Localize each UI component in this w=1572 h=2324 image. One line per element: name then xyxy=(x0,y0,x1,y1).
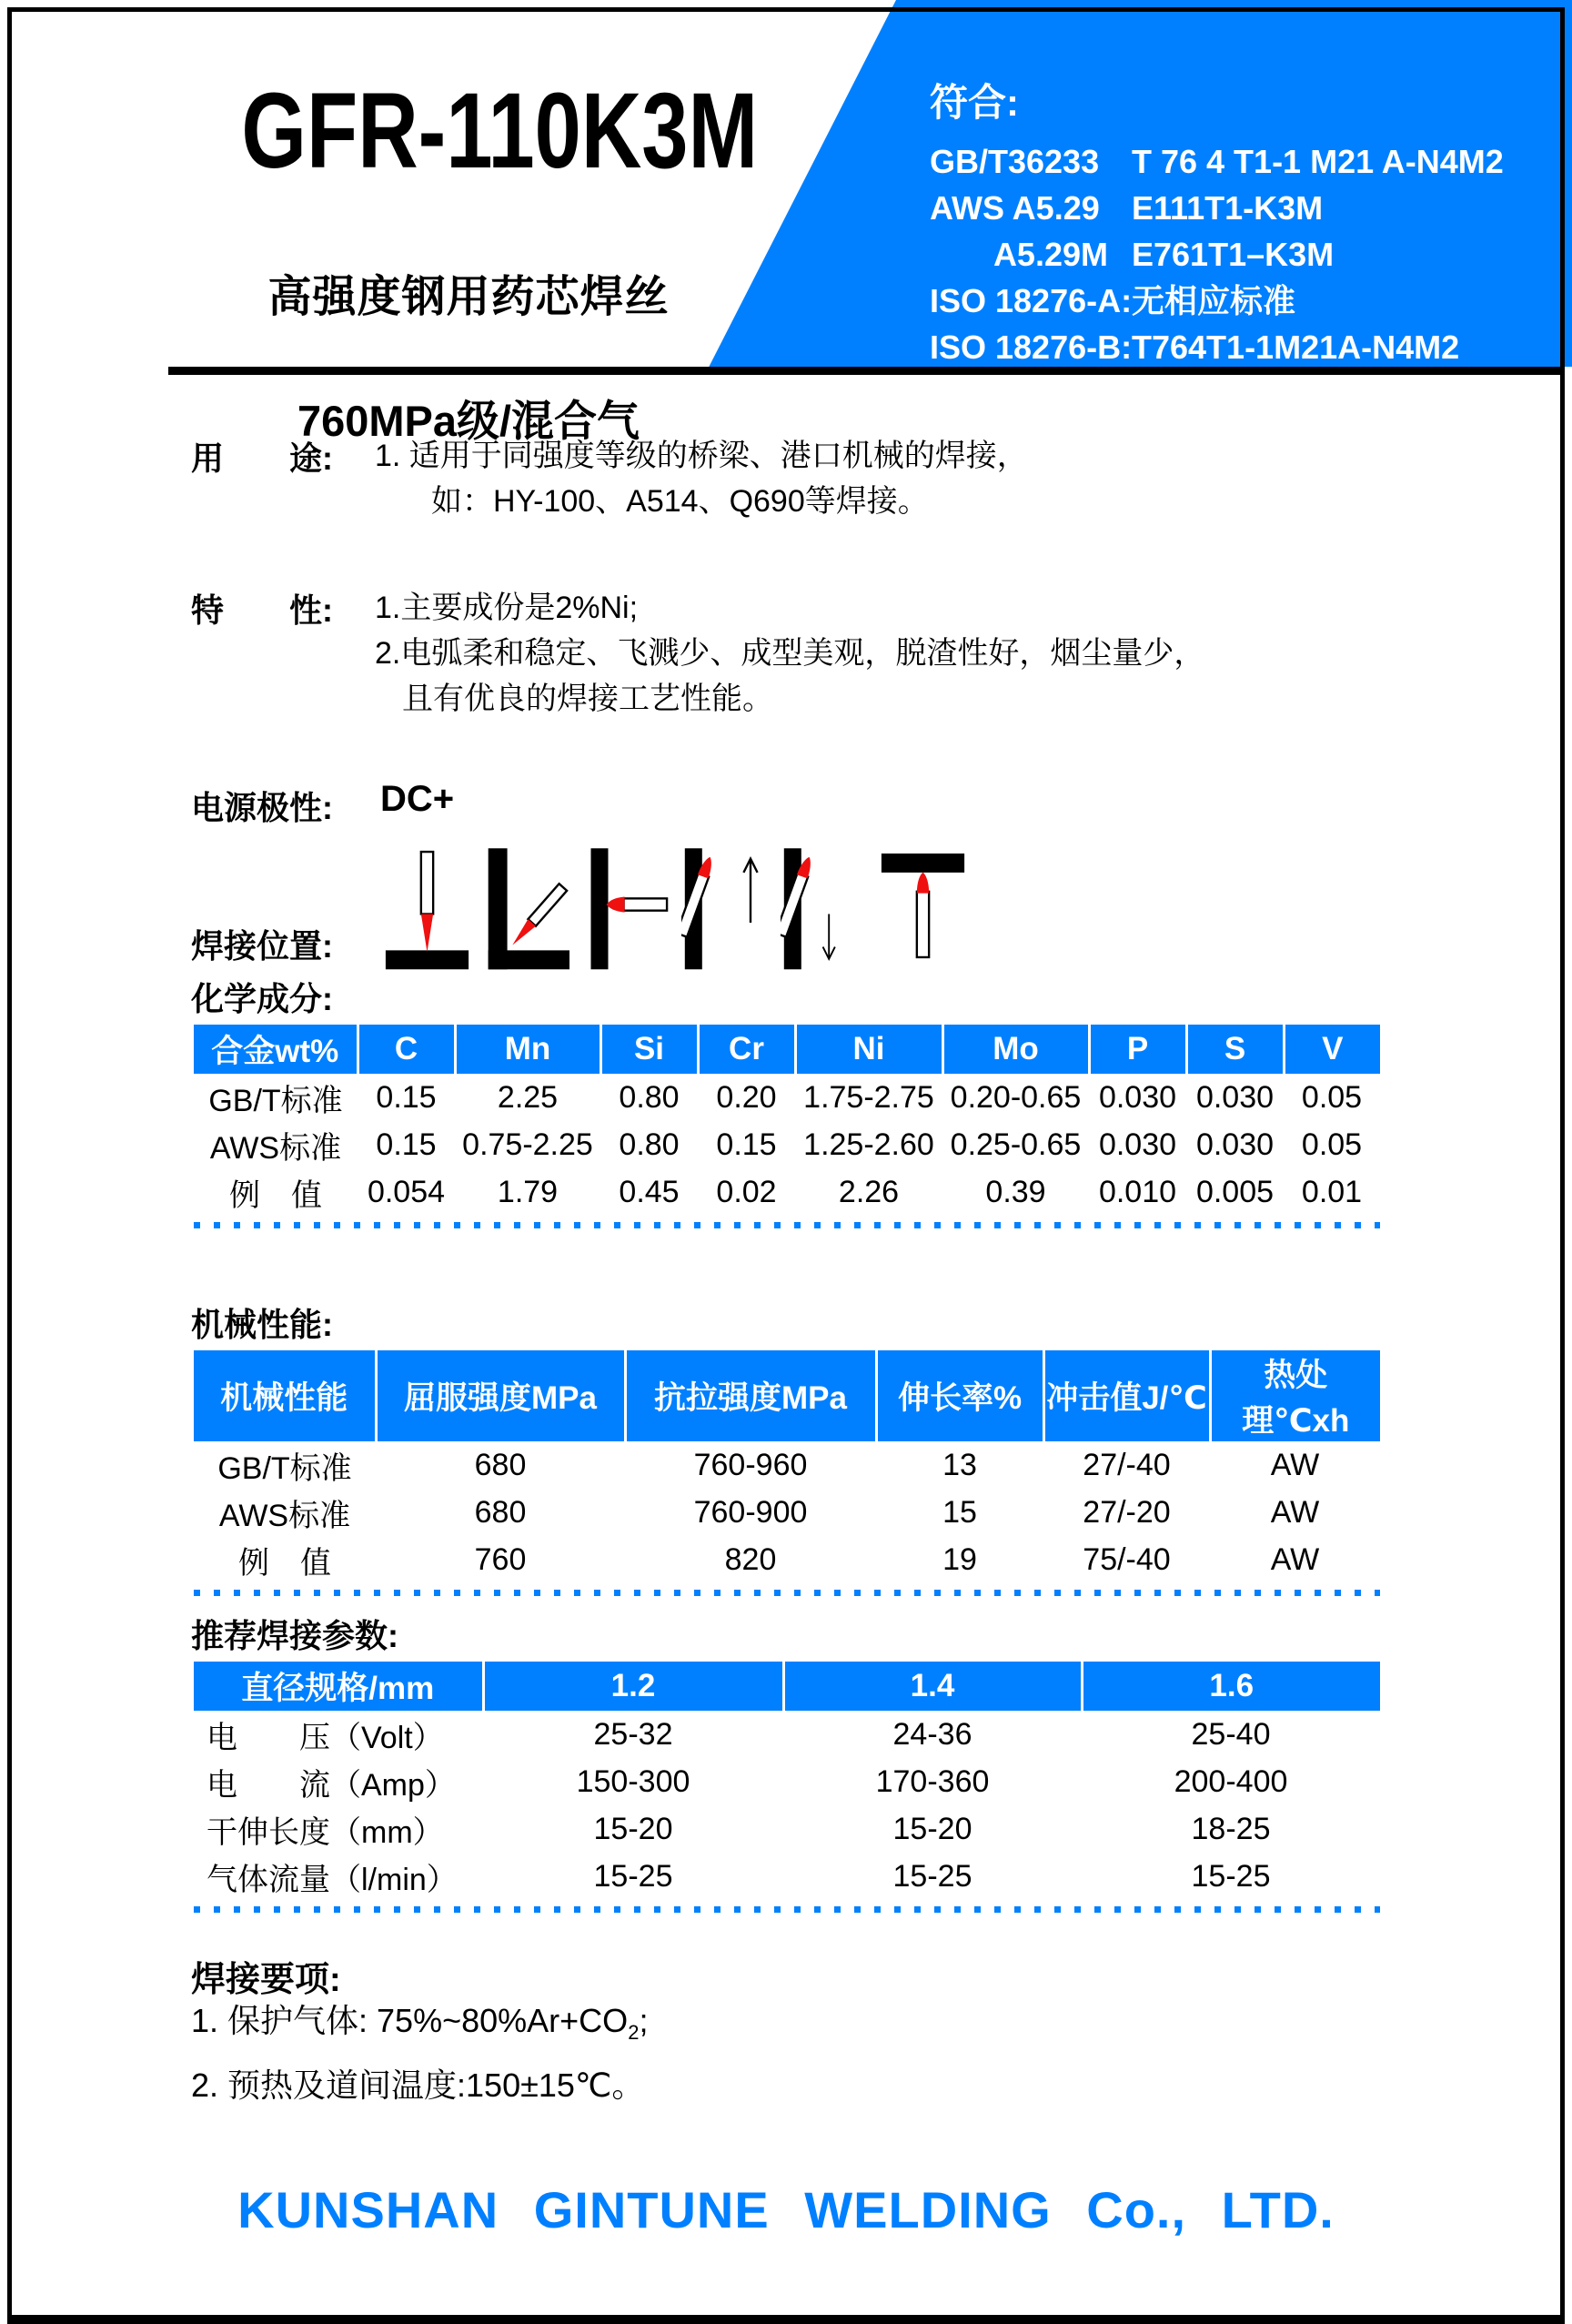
dotted-divider xyxy=(194,1906,1380,1913)
table-row xyxy=(194,1121,1380,1168)
features-label: 特 性: xyxy=(191,591,333,629)
welding-position-flat-icon xyxy=(384,846,470,981)
cell: 0.45 xyxy=(619,1174,680,1209)
column-header: Cr xyxy=(698,1025,795,1074)
column-header: Mn xyxy=(455,1025,600,1074)
features-line-1: 1.主要成份是2%Ni; xyxy=(375,591,639,625)
column-header: 屈服强度MPa xyxy=(376,1350,625,1441)
notes-text xyxy=(191,1995,648,2112)
standard-row xyxy=(930,278,1539,324)
column-header: 合金wt% xyxy=(194,1025,358,1074)
product-code: GFR-110K3M xyxy=(241,71,759,191)
standards-heading: 符合: xyxy=(930,81,1019,124)
mechanical-header-row xyxy=(194,1350,1380,1441)
column-header: 热处理℃xh xyxy=(1210,1350,1380,1441)
standards-panel xyxy=(930,73,1539,370)
cell: 15-25 xyxy=(892,1858,972,1894)
column-header: P xyxy=(1089,1025,1186,1074)
standard-value: T764T1-1M21A-N4M2 xyxy=(1132,328,1460,366)
polarity-value: DC+ xyxy=(380,779,455,819)
cell: 760-960 xyxy=(693,1447,808,1482)
column-header: S xyxy=(1186,1025,1284,1074)
table-row xyxy=(194,1441,1380,1489)
positions-label: 焊接位置: xyxy=(191,927,333,965)
row-label: AWS标准 xyxy=(218,1498,351,1533)
table-row xyxy=(194,1853,1380,1900)
title-block xyxy=(177,71,760,449)
cell: 27/-20 xyxy=(1083,1494,1171,1530)
subscript: 2 xyxy=(628,2021,640,2045)
cell: 680 xyxy=(474,1494,527,1530)
cell: 75/-40 xyxy=(1083,1541,1171,1577)
row-label: AWS标准 xyxy=(209,1130,342,1166)
parameters-title: 推荐焊接参数: xyxy=(191,1617,398,1654)
table-row xyxy=(194,1758,1380,1805)
cell: 0.010 xyxy=(1098,1174,1177,1209)
cell: 27/-40 xyxy=(1083,1447,1171,1482)
cell: 0.80 xyxy=(619,1079,680,1115)
cell: 15-25 xyxy=(1191,1858,1271,1894)
notes-line-2: 2. 预热及道间温度:150±15℃。 xyxy=(191,2066,645,2105)
features-line-3: 且有优良的焊接工艺性能。 xyxy=(402,682,773,716)
cell: 0.15 xyxy=(716,1127,777,1162)
cell: AW xyxy=(1270,1447,1320,1482)
cell: 15-20 xyxy=(593,1811,673,1846)
cell: 0.25-0.65 xyxy=(950,1127,1082,1162)
parameters-table xyxy=(194,1662,1380,1900)
cell: 820 xyxy=(724,1541,777,1577)
notes-line-1-text: 1. 保护气体: 75%~80%Ar+CO xyxy=(191,2002,629,2039)
cell: 0.39 xyxy=(985,1174,1046,1209)
standard-row xyxy=(930,185,1539,231)
chemical-title: 化学成分: xyxy=(191,980,333,1017)
standard-label: A5.29M xyxy=(993,236,1108,273)
welding-position-vertical-up-icon xyxy=(681,846,768,981)
parameters-table-wrap xyxy=(194,1662,1380,1913)
cell: 19 xyxy=(942,1541,977,1577)
welding-position-horizontal-icon xyxy=(582,846,669,981)
table-row xyxy=(194,1074,1380,1121)
cell: AW xyxy=(1270,1541,1320,1577)
cell: 150-300 xyxy=(576,1763,690,1799)
table-row xyxy=(194,1489,1380,1536)
product-subtitle: 高强度钢用药芯焊丝 xyxy=(267,273,670,321)
cell: 680 xyxy=(474,1447,527,1482)
row-label: 电 流（Amp） xyxy=(207,1767,456,1803)
company-name: KUNSHAN GINTUNE WELDING Co., LTD. xyxy=(237,2181,1335,2238)
cell: 0.054 xyxy=(367,1174,446,1209)
row-label: 例 值 xyxy=(238,1545,331,1581)
parameters-header-row xyxy=(194,1662,1380,1711)
row-label: 例 值 xyxy=(229,1177,322,1213)
chemical-table-wrap xyxy=(194,1025,1380,1228)
cell: 2.25 xyxy=(497,1079,559,1115)
standard-row xyxy=(930,138,1539,185)
dotted-divider xyxy=(194,1590,1380,1596)
cell: 200-400 xyxy=(1174,1763,1288,1799)
table-row xyxy=(194,1711,1380,1758)
usage-line-2: 如：HY-100、A514、Q690等焊接。 xyxy=(431,484,929,519)
row-label: GB/T标准 xyxy=(217,1450,352,1486)
row-label: GB/T标准 xyxy=(208,1083,343,1118)
cell: 0.05 xyxy=(1301,1127,1363,1162)
cell: 170-360 xyxy=(875,1763,990,1799)
row-label: 电 压（Volt） xyxy=(207,1720,444,1755)
cell: 0.80 xyxy=(619,1127,680,1162)
cell: 0.75-2.25 xyxy=(462,1127,593,1162)
notes-line-1-end: ; xyxy=(639,2002,649,2039)
welding-position-overhead-icon xyxy=(880,846,966,981)
standard-label: ISO 18276-A: xyxy=(930,282,1133,319)
cell: 15 xyxy=(942,1494,977,1530)
column-header: 冲击值J/℃ xyxy=(1043,1350,1210,1441)
standard-label: GB/T36233 xyxy=(930,143,1100,180)
cell: 0.005 xyxy=(1195,1174,1275,1209)
cell: 15-20 xyxy=(892,1811,972,1846)
cell: 1.79 xyxy=(497,1174,559,1209)
cell: 1.25-2.60 xyxy=(803,1127,934,1162)
mechanical-table xyxy=(194,1350,1380,1583)
column-header: 1.2 xyxy=(483,1662,783,1711)
column-header: 伸长率% xyxy=(876,1350,1043,1441)
cell: AW xyxy=(1270,1494,1320,1530)
cell: 0.20 xyxy=(716,1079,777,1115)
cell: 24-36 xyxy=(892,1716,972,1752)
chemical-header-row xyxy=(194,1025,1380,1074)
cell: 25-40 xyxy=(1191,1716,1271,1752)
column-header: V xyxy=(1284,1025,1380,1074)
cell: 0.20-0.65 xyxy=(950,1079,1082,1115)
row-label: 气体流量（l/min） xyxy=(207,1862,458,1897)
welding-position-vertical-down-icon xyxy=(781,846,867,981)
cell: 13 xyxy=(942,1447,977,1482)
standard-value: T 76 4 T1-1 M21 A-N4M2 xyxy=(1132,143,1504,180)
column-header: 直径规格/mm xyxy=(194,1662,483,1711)
cell: 760-900 xyxy=(693,1494,808,1530)
table-row xyxy=(194,1536,1380,1583)
cell: 0.030 xyxy=(1098,1127,1177,1162)
cell: 0.05 xyxy=(1301,1079,1363,1115)
standard-label: ISO 18276-B: xyxy=(930,328,1133,366)
cell: 0.030 xyxy=(1195,1127,1275,1162)
row-label: 干伸长度（mm） xyxy=(207,1814,444,1850)
cell: 0.15 xyxy=(376,1079,437,1115)
cell: 0.01 xyxy=(1301,1174,1363,1209)
notes-line-1 xyxy=(191,1995,648,2059)
standard-row xyxy=(930,231,1539,278)
column-header: Ni xyxy=(795,1025,942,1074)
column-header: 1.6 xyxy=(1082,1662,1380,1711)
polarity-label: 电源极性: xyxy=(191,789,333,826)
features-line-2: 2.电弧柔和稳定、飞溅少、成型美观，脱渣性好，烟尘量少， xyxy=(375,636,1205,671)
cell: 0.030 xyxy=(1195,1079,1275,1115)
standard-row xyxy=(930,324,1539,370)
dotted-divider xyxy=(194,1222,1380,1228)
cell: 1.75-2.75 xyxy=(803,1079,934,1115)
cell: 18-25 xyxy=(1191,1811,1271,1846)
mechanical-table-wrap xyxy=(194,1350,1380,1596)
table-row xyxy=(194,1805,1380,1853)
cell: 2.26 xyxy=(838,1174,900,1209)
column-header: C xyxy=(358,1025,455,1074)
column-header: Si xyxy=(600,1025,698,1074)
column-header: 抗拉强度MPa xyxy=(625,1350,876,1441)
chemical-table xyxy=(194,1025,1380,1216)
cell: 0.02 xyxy=(716,1174,777,1209)
usage-label: 用 途: xyxy=(191,440,333,477)
table-row xyxy=(194,1168,1380,1216)
cell: 0.15 xyxy=(376,1127,437,1162)
standard-value: E761T1–K3M xyxy=(1132,236,1335,273)
cell: 15-25 xyxy=(593,1858,673,1894)
usage-text xyxy=(375,433,1028,524)
mechanical-title: 机械性能: xyxy=(191,1306,333,1343)
notes-title: 焊接要项: xyxy=(191,1961,341,1999)
welding-positions-row xyxy=(384,846,966,981)
cell: 0.030 xyxy=(1098,1079,1177,1115)
cell: 25-32 xyxy=(593,1716,673,1752)
welding-position-fillet-icon xyxy=(483,846,569,981)
column-header: Mo xyxy=(942,1025,1089,1074)
column-header: 1.4 xyxy=(783,1662,1082,1711)
standard-label: AWS A5.29 xyxy=(930,189,1100,227)
usage-line-1: 1. 适用于同强度等级的桥梁、港口机械的焊接， xyxy=(375,439,1028,473)
standard-value: E111T1-K3M xyxy=(1132,189,1324,227)
features-text xyxy=(375,585,1204,722)
cell: 760 xyxy=(474,1541,527,1577)
product-grade: 760MPa级/混合气 xyxy=(297,397,640,445)
column-header: 机械性能 xyxy=(194,1350,376,1441)
standard-value: 无相应标准 xyxy=(1132,282,1296,319)
